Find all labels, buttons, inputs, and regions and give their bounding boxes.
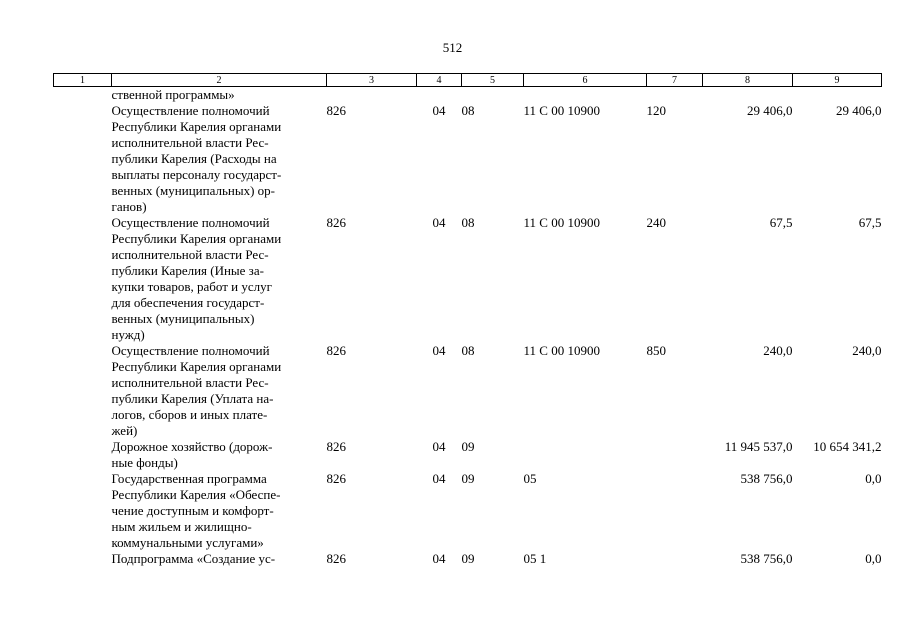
row-section: 04 bbox=[432, 439, 446, 454]
table-body bbox=[54, 87, 882, 568]
row-subsection: 09 bbox=[461, 551, 475, 566]
table-row bbox=[54, 551, 882, 567]
row-sum-1: 240,0 bbox=[763, 343, 793, 358]
row-target-article: 05 bbox=[523, 471, 537, 486]
row-subsection: 08 bbox=[461, 215, 475, 230]
row-name: Государственная программа Республики Карелия «Обеспе- чение доступным и комфорт- ным жильем и жилищно- коммунальными услугами» bbox=[111, 471, 281, 550]
column-header-8: 8 bbox=[703, 74, 793, 87]
row-section: 04 bbox=[432, 103, 446, 118]
row-sum-2: 67,5 bbox=[858, 215, 882, 230]
table-row bbox=[54, 103, 882, 215]
budget-table bbox=[53, 73, 882, 567]
column-header-4: 4 bbox=[417, 74, 462, 87]
row-name: ственной программы» bbox=[111, 87, 235, 102]
row-name: Осуществление полномочий Республики Карелия органами исполнительной власти Рес- публики Карелия (Уплата на- логов, сборов и иных плате- жей) bbox=[111, 343, 282, 438]
table-row bbox=[54, 215, 882, 343]
row-target-article bbox=[524, 439, 647, 471]
row-target-article: 11 С 00 10900 bbox=[523, 103, 600, 118]
row-name: Осуществление полномочий Республики Карелия органами исполнительной власти Рес- публики Карелия (Расходы на выплаты персоналу государст- венных (муниципальных) ор- ганов) bbox=[111, 103, 282, 214]
row-expense-type: 850 bbox=[646, 343, 666, 358]
row-subsection: 08 bbox=[461, 103, 475, 118]
row-target-article: 11 С 00 10900 bbox=[523, 215, 600, 230]
row-name: Дорожное хозяйство (дорож- ные фонды) bbox=[111, 439, 273, 470]
row-sum-1: 538 756,0 bbox=[740, 471, 793, 486]
column-header-6: 6 bbox=[524, 74, 647, 87]
column-header-5: 5 bbox=[462, 74, 524, 87]
row-grbs: 826 bbox=[326, 471, 346, 486]
row-grbs: 826 bbox=[326, 439, 346, 454]
row-subsection: 08 bbox=[461, 343, 475, 358]
column-header-9: 9 bbox=[793, 74, 882, 87]
row-sum-2: 0,0 bbox=[865, 471, 882, 486]
row-target-article: 11 С 00 10900 bbox=[523, 343, 600, 358]
column-header-2: 2 bbox=[112, 74, 327, 87]
row-grbs: 826 bbox=[326, 103, 346, 118]
table-row bbox=[54, 439, 882, 471]
row-target-article: 05 1 bbox=[523, 551, 547, 566]
column-header-7: 7 bbox=[647, 74, 703, 87]
table-row bbox=[54, 471, 882, 551]
row-section: 04 bbox=[432, 471, 446, 486]
row-expense-type: 120 bbox=[646, 103, 666, 118]
row-section: 04 bbox=[432, 343, 446, 358]
row-section: 04 bbox=[432, 215, 446, 230]
row-sum-2: 10 654 341,2 bbox=[813, 439, 882, 454]
row-sum-2: 240,0 bbox=[852, 343, 882, 358]
row-expense-type bbox=[647, 551, 703, 567]
table-row bbox=[54, 343, 882, 439]
row-grbs: 826 bbox=[326, 551, 346, 566]
row-sum-1: 67,5 bbox=[769, 215, 793, 230]
row-sum-2: 0,0 bbox=[865, 551, 882, 566]
column-header-3: 3 bbox=[327, 74, 417, 87]
row-sum-1: 11 945 537,0 bbox=[724, 439, 793, 454]
column-header-1: 1 bbox=[54, 74, 112, 87]
table-row-continuation bbox=[54, 87, 882, 104]
row-sum-1: 29 406,0 bbox=[747, 103, 793, 118]
row-grbs: 826 bbox=[326, 343, 346, 358]
row-name: Подпрограмма «Создание ус- bbox=[111, 551, 276, 566]
row-subsection: 09 bbox=[461, 471, 475, 486]
page-number: 512 bbox=[442, 40, 463, 55]
table-header bbox=[54, 74, 882, 87]
row-sum-1: 538 756,0 bbox=[740, 551, 793, 566]
row-sum-2: 29 406,0 bbox=[836, 103, 882, 118]
row-expense-type: 240 bbox=[646, 215, 666, 230]
row-expense-type bbox=[647, 439, 703, 471]
row-section: 04 bbox=[432, 551, 446, 566]
row-expense-type bbox=[647, 471, 703, 551]
row-subsection: 09 bbox=[461, 439, 475, 454]
row-grbs: 826 bbox=[326, 215, 346, 230]
row-name: Осуществление полномочий Республики Карелия органами исполнительной власти Рес- публики Карелия (Иные за- купки товаров, работ и услуг для обеспечения государст- венных (муниципальных) нужд) bbox=[111, 215, 282, 342]
